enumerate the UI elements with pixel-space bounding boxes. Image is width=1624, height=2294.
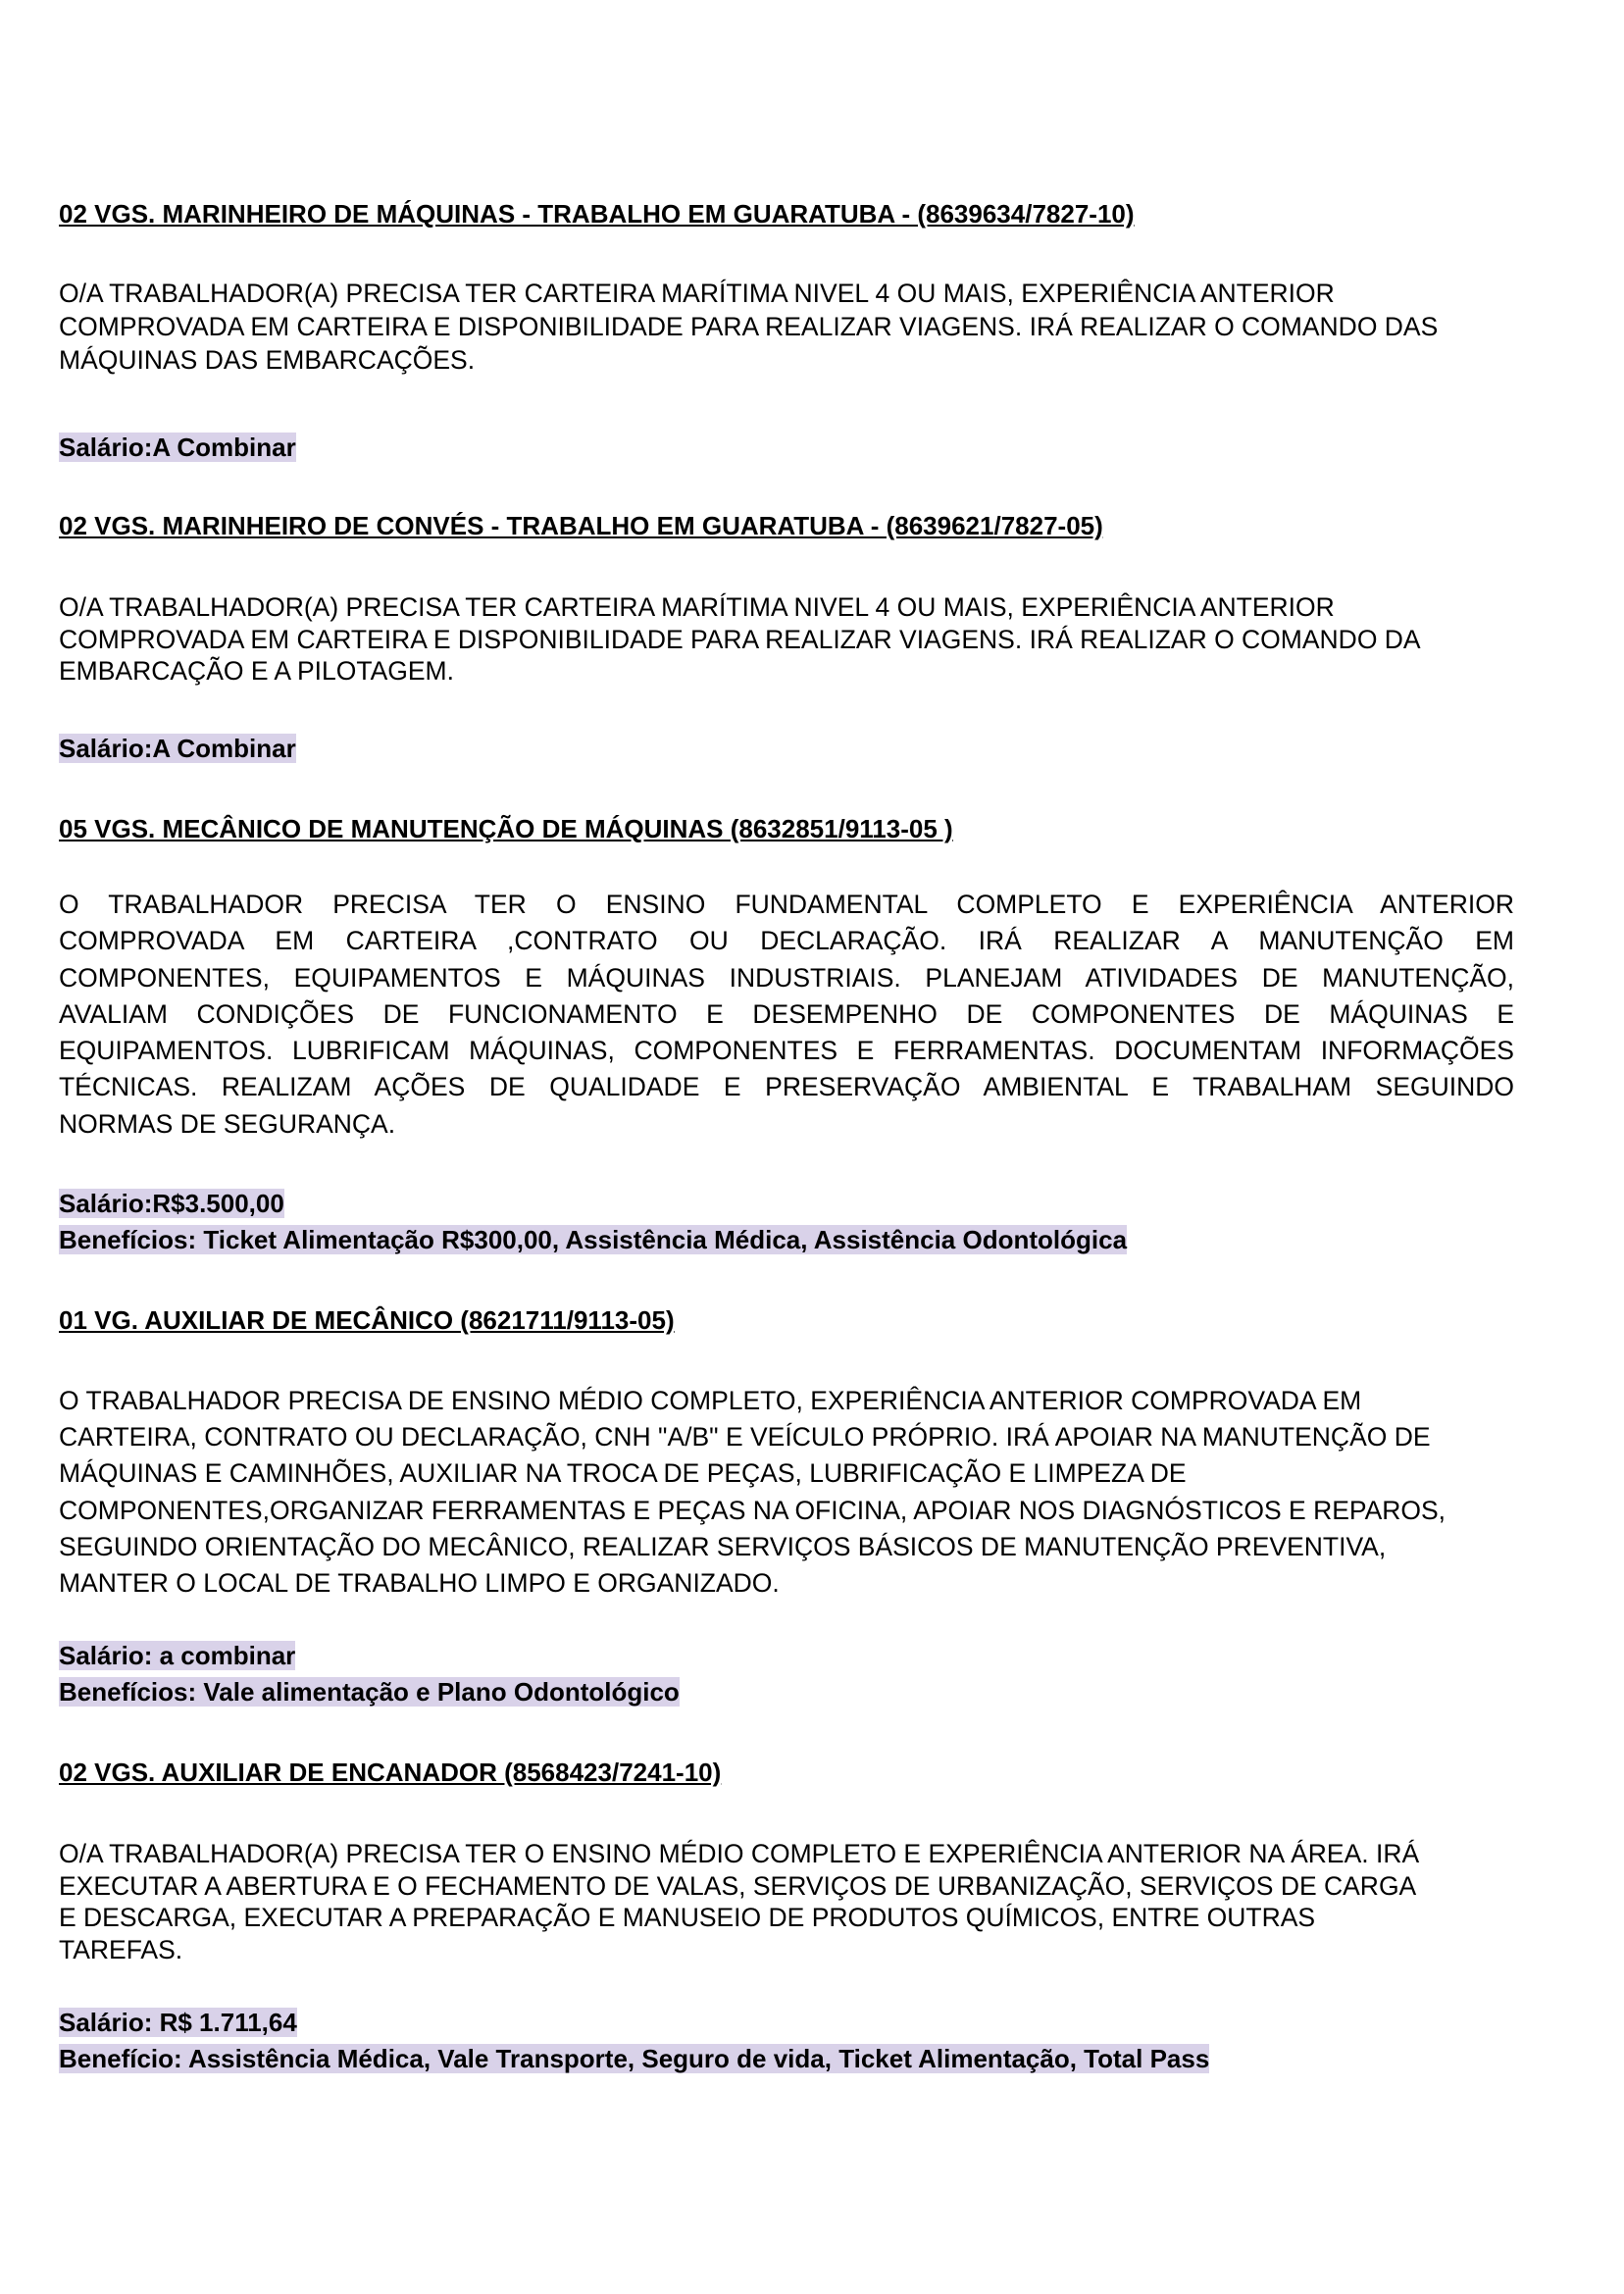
description-line: COMPROVADA EM CARTEIRA E DISPONIBILIDADE PARA REALIZAR VIAGENS. IRÁ REALIZAR O COMANDO DA — [59, 624, 1421, 654]
description-line: COMPONENTES, EQUIPAMENTOS E MÁQUINAS INDUSTRIAIS. PLANEJAM ATIVIDADES DE MANUTENÇÃO, — [59, 962, 1514, 993]
job-title: 05 VGS. MECÂNICO DE MANUTENÇÃO DE MÁQUINAS (8632851/9113-05 ) — [59, 814, 953, 843]
job-title: 01 VG. AUXILIAR DE MECÂNICO (8621711/9113-05) — [59, 1305, 675, 1335]
description-line: O TRABALHADOR PRECISA DE ENSINO MÉDIO COMPLETO, EXPERIÊNCIA ANTERIOR COMPROVADA EM — [59, 1386, 1362, 1415]
salary: Salário:A Combinar — [59, 433, 296, 462]
description-line: COMPONENTES,ORGANIZAR FERRAMENTAS E PEÇAS NA OFICINA, APOIAR NOS DIAGNÓSTICOS E REPAROS, — [59, 1495, 1446, 1525]
job-title: 02 VGS. MARINHEIRO DE MÁQUINAS - TRABALHO EM GUARATUBA - (8639634/7827-10) — [59, 199, 1135, 229]
job-posting — [59, 811, 953, 846]
description-line: AVALIAM CONDIÇÕES DE FUNCIONAMENTO E DESEMPENHO DE COMPONENTES DE MÁQUINAS E — [59, 998, 1514, 1029]
job-posting — [59, 1302, 675, 1338]
description-line: TÉCNICAS. REALIZAM AÇÕES DE QUALIDADE E PRESERVAÇÃO AMBIENTAL E TRABALHAM SEGUINDO — [59, 1072, 1514, 1102]
benefits: Benefício: Assistência Médica, Vale Transporte, Seguro de vida, Ticket Alimentação, Total Pass — [59, 2044, 1210, 2073]
description-line: E DESCARGA, EXECUTAR A PREPARAÇÃO E MANUSEIO DE PRODUTOS QUÍMICOS, ENTRE OUTRAS — [59, 1903, 1316, 1932]
description-line: O/A TRABALHADOR(A) PRECISA TER O ENSINO MÉDIO COMPLETO E EXPERIÊNCIA ANTERIOR NA ÁREA. IRÁ — [59, 1839, 1420, 1868]
description-line: COMPROVADA EM CARTEIRA ,CONTRATO OU DECLARAÇÃO. IRÁ REALIZAR A MANUTENÇÃO EM — [59, 926, 1514, 956]
description-line: NORMAS DE SEGURANÇA. — [59, 1108, 396, 1139]
job-posting — [59, 1755, 721, 1790]
job-title: 02 VGS. AUXILIAR DE ENCANADOR (8568423/7241-10) — [59, 1758, 722, 1787]
benefits: Benefícios: Vale alimentação e Plano Odontológico — [59, 1677, 680, 1707]
salary: Salário:R$3.500,00 — [59, 1189, 284, 1218]
description-line: O/A TRABALHADOR(A) PRECISA TER CARTEIRA MARÍTIMA NIVEL 4 OU MAIS, EXPERIÊNCIA ANTERIOR — [59, 279, 1335, 308]
job-title: 02 VGS. MARINHEIRO DE CONVÉS - TRABALHO EM GUARATUBA - (8639621/7827-05) — [59, 511, 1103, 540]
description-line: EMBARCAÇÃO E A PILOTAGEM. — [59, 656, 454, 686]
description-line: EQUIPAMENTOS. LUBRIFICAM MÁQUINAS, COMPONENTES E FERRAMENTAS. DOCUMENTAM INFORMAÇÕES — [59, 1036, 1514, 1066]
description-line: COMPROVADA EM CARTEIRA E DISPONIBILIDADE PARA REALIZAR VIAGENS. IRÁ REALIZAR O COMANDO DAS — [59, 312, 1439, 341]
salary: Salário: R$ 1.711,64 — [59, 2008, 297, 2037]
description-line: SEGUINDO ORIENTAÇÃO DO MECÂNICO, REALIZAR SERVIÇOS BÁSICOS DE MANUTENÇÃO PREVENTIVA, — [59, 1531, 1387, 1561]
description-line: MÁQUINAS DAS EMBARCAÇÕES. — [59, 345, 476, 375]
benefits: Benefícios: Ticket Alimentação R$300,00, Assistência Médica, Assistência Odontológica — [59, 1225, 1128, 1254]
description-line: O/A TRABALHADOR(A) PRECISA TER CARTEIRA MARÍTIMA NIVEL 4 OU MAIS, EXPERIÊNCIA ANTERIOR — [59, 592, 1335, 622]
job-posting — [59, 508, 1103, 543]
description-line: CARTEIRA, CONTRATO OU DECLARAÇÃO, CNH "A/B" E VEÍCULO PRÓPRIO. IRÁ APOIAR NA MANUTENÇÃO DE — [59, 1422, 1431, 1453]
salary: Salário:A Combinar — [59, 734, 296, 763]
description-line: MANTER O LOCAL DE TRABALHO LIMPO E ORGANIZADO. — [59, 1568, 780, 1599]
description-line: O TRABALHADOR PRECISA TER O ENSINO FUNDAMENTAL COMPLETO E EXPERIÊNCIA ANTERIOR — [59, 890, 1514, 919]
job-posting — [59, 196, 1135, 231]
description-line: EXECUTAR A ABERTURA E O FECHAMENTO DE VALAS, SERVIÇOS DE URBANIZAÇÃO, SERVIÇOS DE CARGA — [59, 1870, 1417, 1901]
salary: Salário: a combinar — [59, 1641, 296, 1670]
description-line: MÁQUINAS E CAMINHÕES, AUXILIAR NA TROCA DE PEÇAS, LUBRIFICAÇÃO E LIMPEZA DE — [59, 1458, 1187, 1489]
description-line: TAREFAS. — [59, 1934, 183, 1964]
